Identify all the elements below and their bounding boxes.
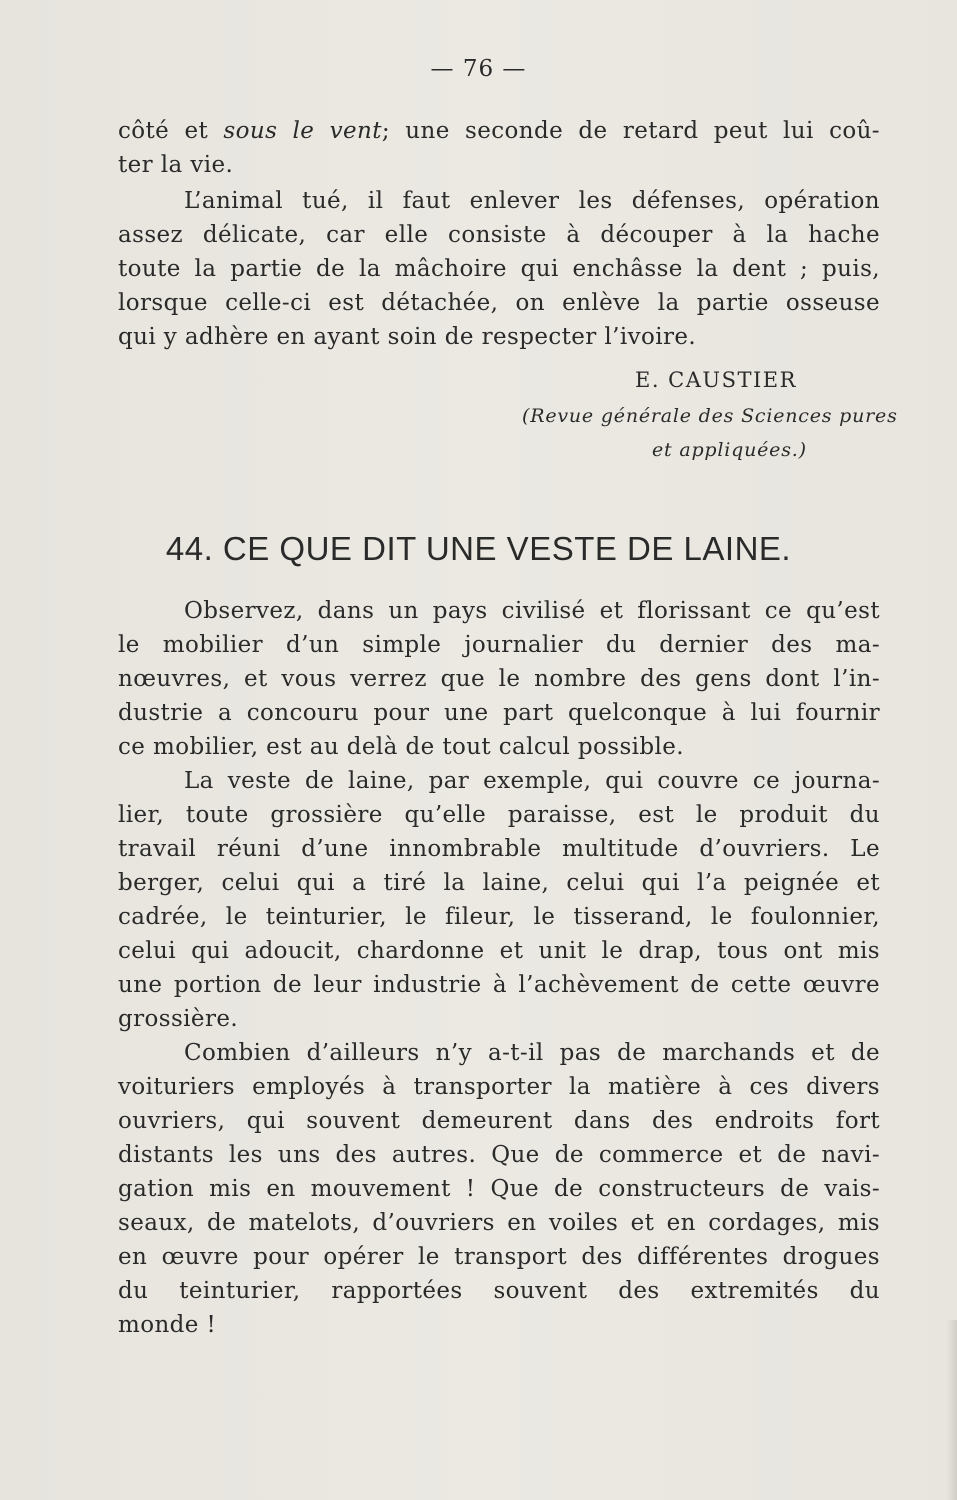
attribution-source-line-1: (Revue générale des Sciences pures	[522, 405, 898, 427]
text-line: une portion de leur industrie à l’achèvement de cette œuvre	[118, 972, 880, 998]
emphasis-sous-le-vent: sous le vent	[223, 118, 382, 144]
text-line: toute la partie de la mâchoire qui enchâsse la dent ; puis,	[118, 256, 880, 282]
text-line: côté et sous le vent; une seconde de retard peut lui coû-	[118, 118, 880, 144]
text-line: L’animal tué, il faut enlever les défenses, opération	[184, 188, 880, 214]
text-line: lier, toute grossière qu’elle paraisse, est le produit du	[118, 802, 880, 828]
page-number: — 76 —	[430, 56, 527, 82]
text-line: voituriers employés à transporter la matière à ces divers	[118, 1074, 880, 1100]
section-title: 44. CE QUE DIT UNE VESTE DE LAINE.	[165, 530, 792, 567]
section-paragraph-3	[118, 1036, 880, 1342]
text-line: ce mobilier, est au delà de tout calcul possible.	[118, 734, 685, 760]
text-line: du teinturier, rapportées souvent des extremités du	[118, 1278, 880, 1304]
section-paragraph-1	[118, 594, 880, 764]
text-line: lorsque celle-ci est détachée, on enlève la partie osseuse	[118, 290, 880, 316]
attribution-source-line-2: et appliquées.)	[652, 439, 807, 461]
text-line: assez délicate, car elle consiste à découper à la hache	[118, 222, 880, 248]
text-line: gation mis en mouvement ! Que de constructeurs de vais-	[118, 1176, 880, 1202]
paragraph-defenses	[118, 184, 880, 354]
text-line: en œuvre pour opérer le transport des différentes drogues	[118, 1244, 880, 1270]
text-line: distants les uns des autres. Que de commerce et de navi-	[118, 1142, 880, 1168]
text-line: grossière.	[118, 1006, 239, 1032]
text-line: berger, celui qui a tiré la laine, celui qui l’a peignée et	[118, 870, 880, 896]
text-line: ter la vie.	[118, 152, 234, 178]
text-line: cadrée, le teinturier, le fileur, le tisserand, le foulonnier,	[118, 904, 880, 930]
continuation-paragraph	[118, 114, 880, 182]
text-line: Observez, dans un pays civilisé et florissant ce qu’est	[184, 598, 880, 624]
text-line: celui qui adoucit, chardonne et unit le drap, tous ont mis	[118, 938, 880, 964]
attribution-author: E. CAUSTIER	[635, 368, 797, 392]
section-paragraph-2	[118, 764, 880, 1036]
text-line: ouvriers, qui souvent demeurent dans des endroits fort	[118, 1108, 880, 1134]
text-line: Combien d’ailleurs n’y a-t-il pas de marchands et de	[184, 1040, 880, 1066]
page-edge-shadow	[947, 1320, 957, 1500]
text-line: monde !	[118, 1312, 217, 1338]
text-line: nœuvres, et vous verrez que le nombre des gens dont l’in-	[118, 666, 880, 692]
text-line: La veste de laine, par exemple, qui couvre ce journa-	[184, 768, 880, 794]
text-line: le mobilier d’un simple journalier du dernier des ma-	[118, 632, 880, 658]
text-line: dustrie a concouru pour une part quelconque à lui fournir	[118, 700, 880, 726]
text-line: travail réuni d’une innombrable multitude d’ouvriers. Le	[118, 836, 880, 862]
text-line: qui y adhère en ayant soin de respecter l’ivoire.	[118, 324, 697, 350]
text-line: seaux, de matelots, d’ouvriers en voiles et en cordages, mis	[118, 1210, 880, 1236]
